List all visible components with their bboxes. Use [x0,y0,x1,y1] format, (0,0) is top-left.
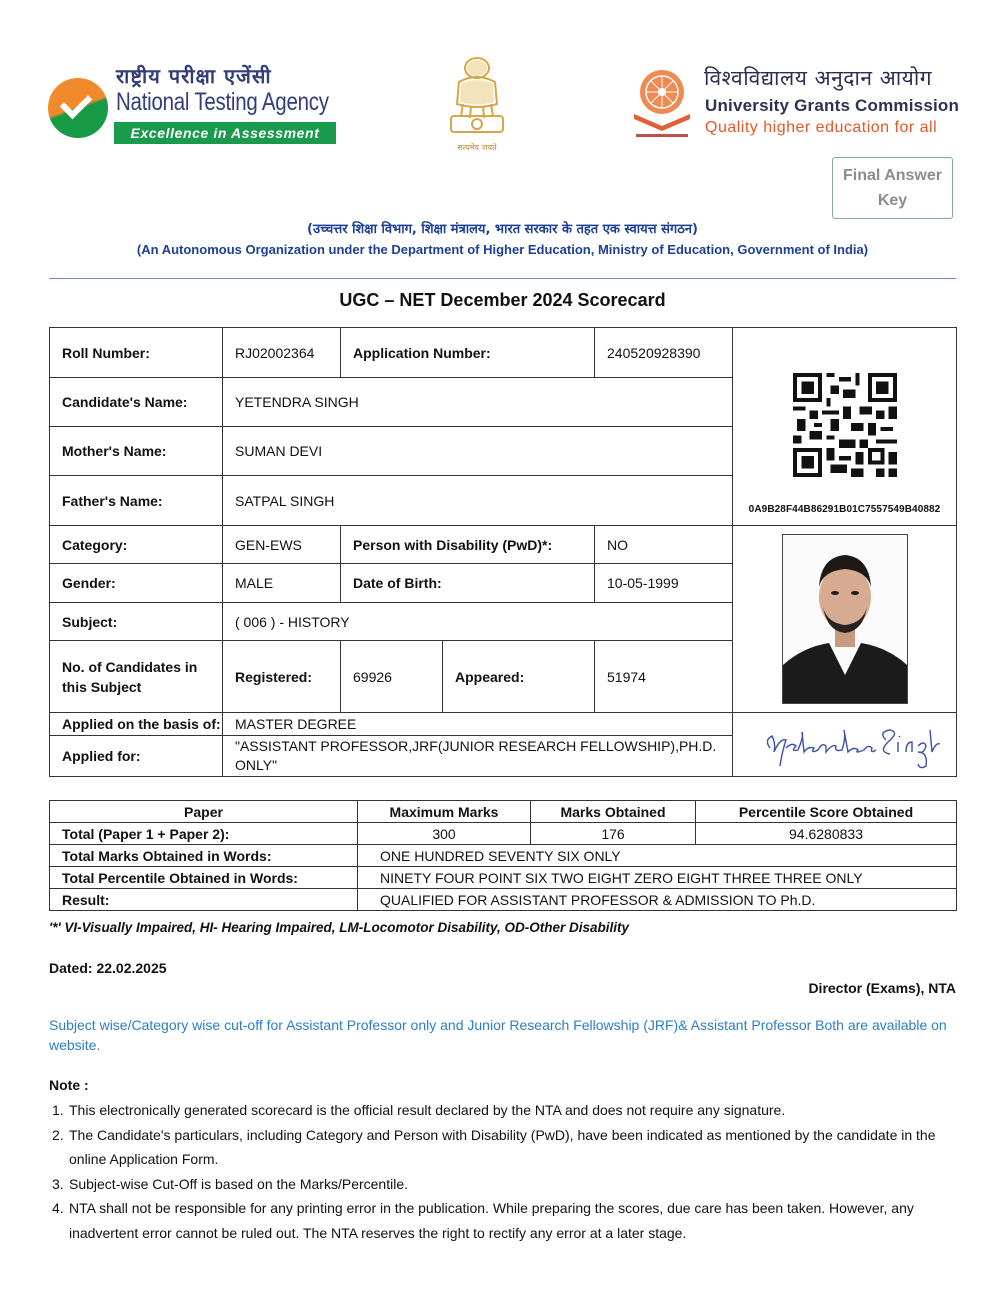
gender-label: Gender: [50,564,223,603]
candidates-count-label: No. of Candidates in this Subject [50,641,223,713]
applied-for-value: "ASSISTANT PROFESSOR,JRF(JUNIOR RESEARCH FELLOWSHIP),PH.D. ONLY" [223,736,733,777]
applied-for-label: Applied for: [50,736,223,777]
nta-checkmark-icon [48,78,108,138]
disability-footnote: '*' VI-Visually Impaired, HI- Hearing Impaired, LM-Locomotor Disability, OD-Other Disability [49,920,630,935]
candidate-name-value: YETENDRA SINGH [223,378,733,427]
nta-tagline: Excellence in Assessment [114,122,336,144]
marks-table [49,800,957,911]
basis-label: Applied on the basis of: [50,713,223,736]
category-value: GEN-EWS [223,526,341,564]
marks-obtained-value: 176 [531,823,696,845]
percentile-words-value: NINETY FOUR POINT SIX TWO EIGHT ZERO EIGHT THREE THREE ONLY [358,867,957,889]
qr-code-icon [793,360,897,490]
pwd-label: Person with Disability (PwD)*: [341,526,595,564]
result-value: QUALIFIED FOR ASSISTANT PROFESSOR & ADMISSION TO Ph.D. [358,889,957,911]
national-emblem [437,52,517,156]
ugc-hindi-name: विश्वविद्यालय अनुदान आयोग [704,66,933,90]
page-title: UGC – NET December 2024 Scorecard [339,290,666,310]
header-maximum-marks: Maximum Marks [358,801,531,823]
header-marks-obtained: Marks Obtained [531,801,696,823]
final-answer-key-button[interactable]: Final Answer Key [832,157,953,219]
director-signatory: Director (Exams), NTA [808,980,956,996]
ugc-logo [628,64,963,144]
dob-label: Date of Birth: [341,564,595,603]
candidate-signature [750,718,940,772]
registered-label: Registered: [223,641,341,713]
dob-value: 10-05-1999 [595,564,733,603]
application-number-value: 240520928390 [595,328,733,378]
registered-value: 69926 [341,641,443,713]
photo-cell [733,526,957,713]
ugc-tagline: Quality higher education for all [705,119,938,136]
notes-heading: Note : [49,1077,89,1093]
basis-value: MASTER DEGREE [223,713,733,736]
candidate-name-label: Candidate's Name: [50,378,223,427]
marks-words-value: ONE HUNDRED SEVENTY SIX ONLY [358,845,957,867]
notes-list [49,1098,959,1245]
nta-logo [46,62,338,146]
appeared-label: Appeared: [443,641,595,713]
appeared-value: 51974 [595,641,733,713]
header-paper: Paper [50,801,358,823]
emblem-motto: सत्यमेव जयते [457,143,497,152]
pwd-value: NO [595,526,733,564]
note-item: 2. The Candidate's particulars, including Category and Person with Disability (PwD), have been indicated as mentioned by the candidate in the online Application Form. [52,1126,936,1167]
candidate-photo [782,534,908,704]
roll-number-label: Roll Number: [50,328,223,378]
candidate-details-table [49,327,957,777]
cutoff-link-note[interactable]: Subject wise/Category wise cut-off for Assistant Professor only and Junior Research Fellowship (JRF)& Assistant Professor Both are available on website. [49,1017,947,1053]
lion-capital-icon [437,52,517,140]
father-name-label: Father's Name: [50,476,223,526]
subject-label: Subject: [50,603,223,641]
qr-code-text: 0A9B28F44B86291B01C7557549B40882 [748,504,941,515]
organization-hindi: (उच्चत्तर शिक्षा विभाग, शिक्षा मंत्रालय, भारत सरकार के तहत एक स्वायत्त संगठन) [307,222,698,237]
note-item: 3. Subject-wise Cut-Off is based on the Marks/Percentile. [52,1175,409,1192]
qr-code-cell [733,328,957,526]
signature-cell [733,713,957,777]
gender-value: MALE [223,564,341,603]
percentile-words-label: Total Percentile Obtained in Words: [50,867,358,889]
maximum-marks-value: 300 [358,823,531,845]
organization-english: (An Autonomous Organization under the Department of Higher Education, Ministry of Education, Government of India) [136,242,869,257]
note-item: 1. This electronically generated scorecard is the official result declared by the NTA and does not require any signature. [52,1102,786,1118]
nta-name: National Testing Agency [116,88,329,116]
mother-name-value: SUMAN DEVI [223,427,733,476]
header-divider [49,278,956,279]
application-number-label: Application Number: [341,328,595,378]
father-name-value: SATPAL SINGH [223,476,733,526]
category-label: Category: [50,526,223,564]
ugc-name: University Grants Commission [705,96,960,115]
ugc-wheel-icon [630,64,694,140]
marks-words-label: Total Marks Obtained in Words: [50,845,358,867]
dated: Dated: 22.02.2025 [49,960,167,976]
percentile-value: 94.6280833 [696,823,957,845]
mother-name-label: Mother's Name: [50,427,223,476]
header-percentile: Percentile Score Obtained [696,801,957,823]
result-label: Result: [50,889,358,911]
roll-number-value: RJ02002364 [223,328,341,378]
total-label: Total (Paper 1 + Paper 2): [50,823,358,845]
note-item: 4. NTA shall not be responsible for any printing error in the publication. While preparing the scores, due care has been taken. However, any inadvertent error cannot be ruled out. The NTA reserves the right to rectify any error at a later stage. [52,1200,914,1241]
nta-hindi-name: राष्ट्रीय परीक्षा एजेंसी [116,64,272,88]
subject-value: ( 006 ) - HISTORY [223,603,733,641]
